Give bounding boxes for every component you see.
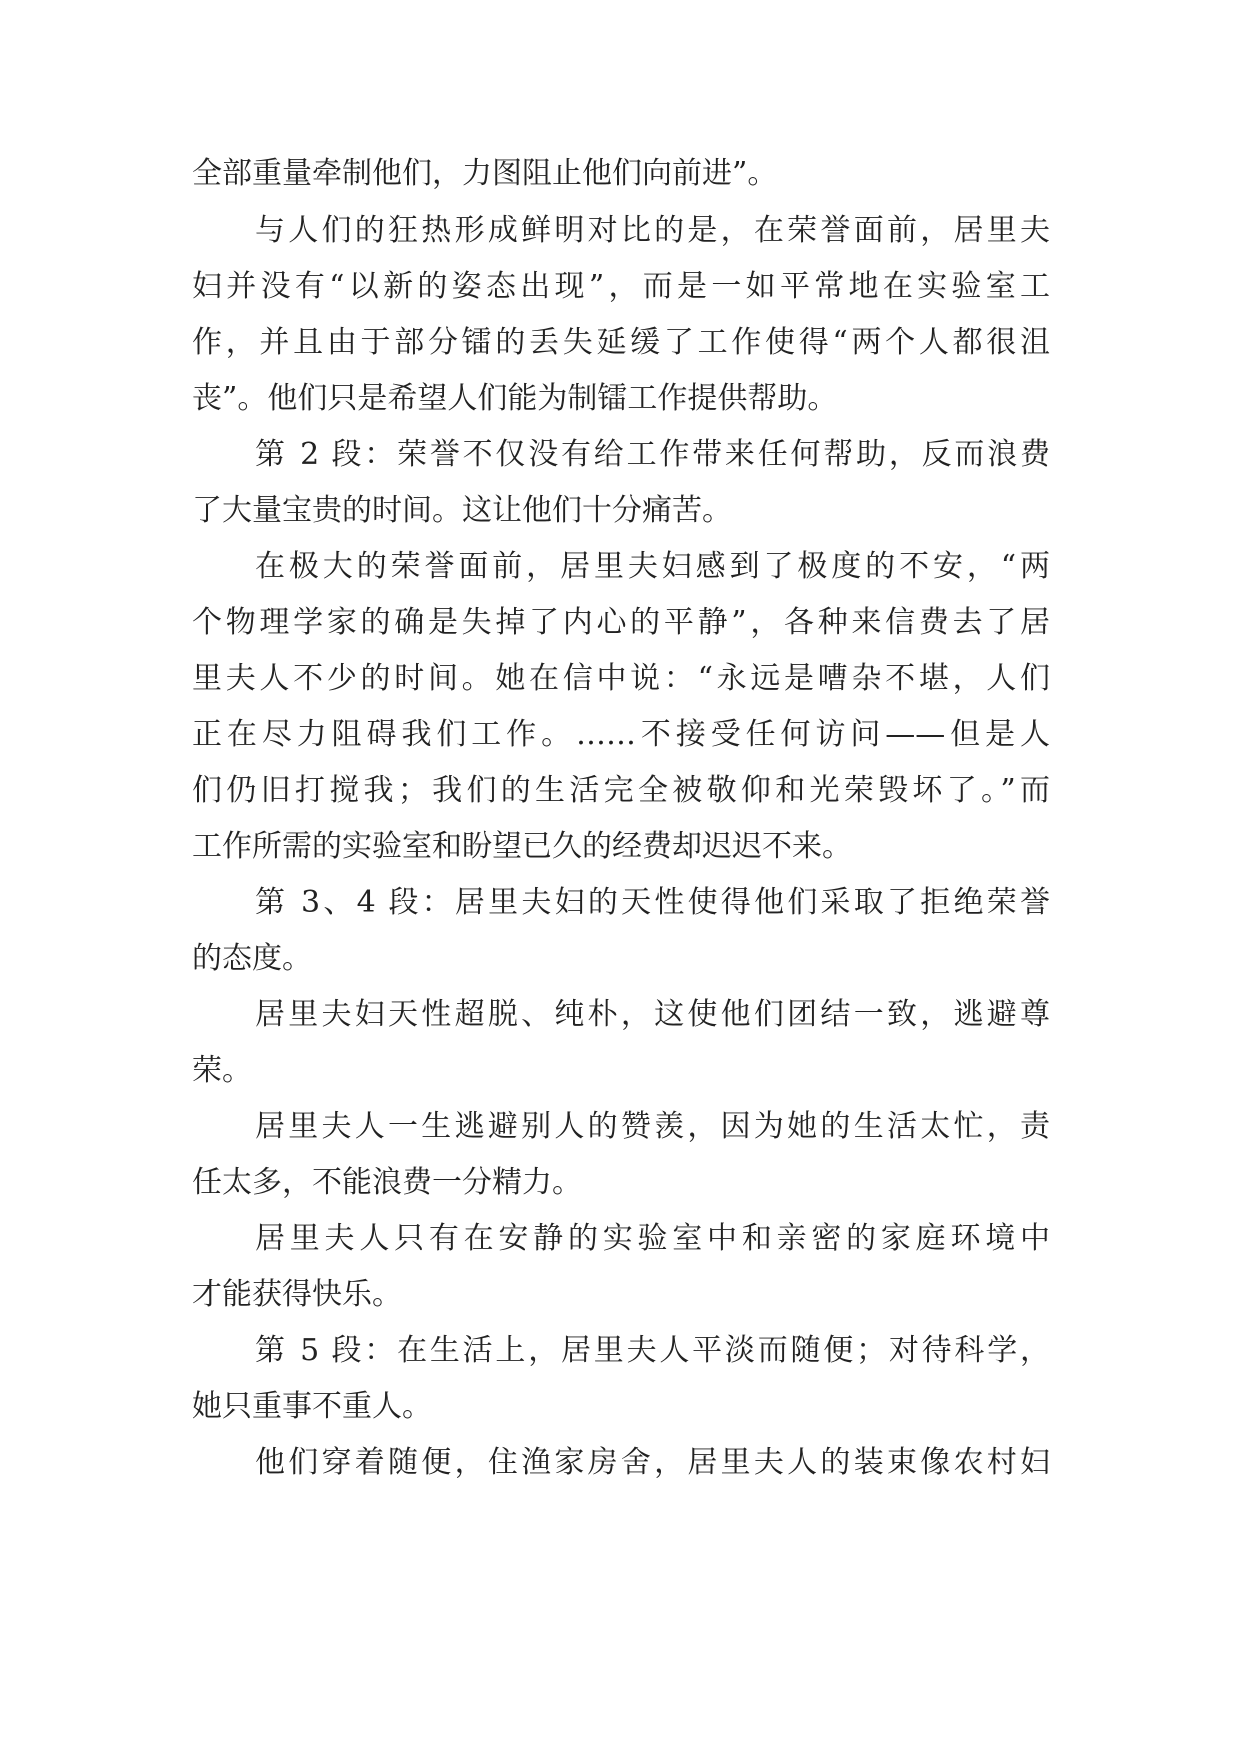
text-line: 里夫人不少的时间。她在信中说：“永远是嘈杂不堪，人们 [192,661,1050,696]
text-line: 她只重事不重人。 [192,1389,432,1424]
text-line: 与人们的狂热形成鲜明对比的是，在荣誉面前，居里夫 [255,213,1050,248]
text-line: 个物理学家的确是失掉了内心的平静”，各种来信费去了居 [192,605,1050,640]
text-line: 居里夫人一生逃避别人的赞羡，因为她的生活太忙，责 [255,1109,1050,1144]
text-line: 全部重量牵制他们，力图阻止他们向前进”。 [192,156,778,191]
text-line: 居里夫人只有在安静的实验室中和亲密的家庭环境中 [255,1221,1050,1256]
text-line: 的态度。 [192,941,312,976]
text-line: 正在尽力阻碍我们工作。……不接受任何访问——但是人 [192,717,1050,752]
text-line: 任太多，不能浪费一分精力。 [192,1165,582,1200]
text-line: 工作所需的实验室和盼望已久的经费却迟迟不来。 [192,829,852,864]
text-line: 妇并没有“以新的姿态出现”，而是一如平常地在实验室工 [192,269,1050,304]
text-line: 第 5 段：在生活上，居里夫人平淡而随便；对待科学， [255,1333,1050,1368]
text-line: 居里夫妇天性超脱、纯朴，这使他们团结一致，逃避尊 [255,997,1050,1032]
text-line: 第 2 段：荣誉不仅没有给工作带来任何帮助，反而浪费 [255,437,1050,472]
text-line: 第 3、4 段：居里夫妇的天性使得他们采取了拒绝荣誉 [255,885,1050,920]
text-line: 了大量宝贵的时间。这让他们十分痛苦。 [192,493,732,528]
text-line: 们仍旧打搅我；我们的生活完全被敬仰和光荣毁坏了。”而 [192,773,1050,808]
text-line: 荣。 [192,1053,252,1088]
text-line: 丧”。他们只是希望人们能为制镭工作提供帮助。 [192,381,838,416]
text-line: 作，并且由于部分镭的丢失延缓了工作使得“两个人都很沮 [192,325,1050,360]
text-line: 在极大的荣誉面前，居里夫妇感到了极度的不安，“两 [255,549,1050,584]
text-line: 他们穿着随便，住渔家房舍，居里夫人的装束像农村妇 [255,1445,1050,1480]
text-line: 才能获得快乐。 [192,1277,402,1312]
